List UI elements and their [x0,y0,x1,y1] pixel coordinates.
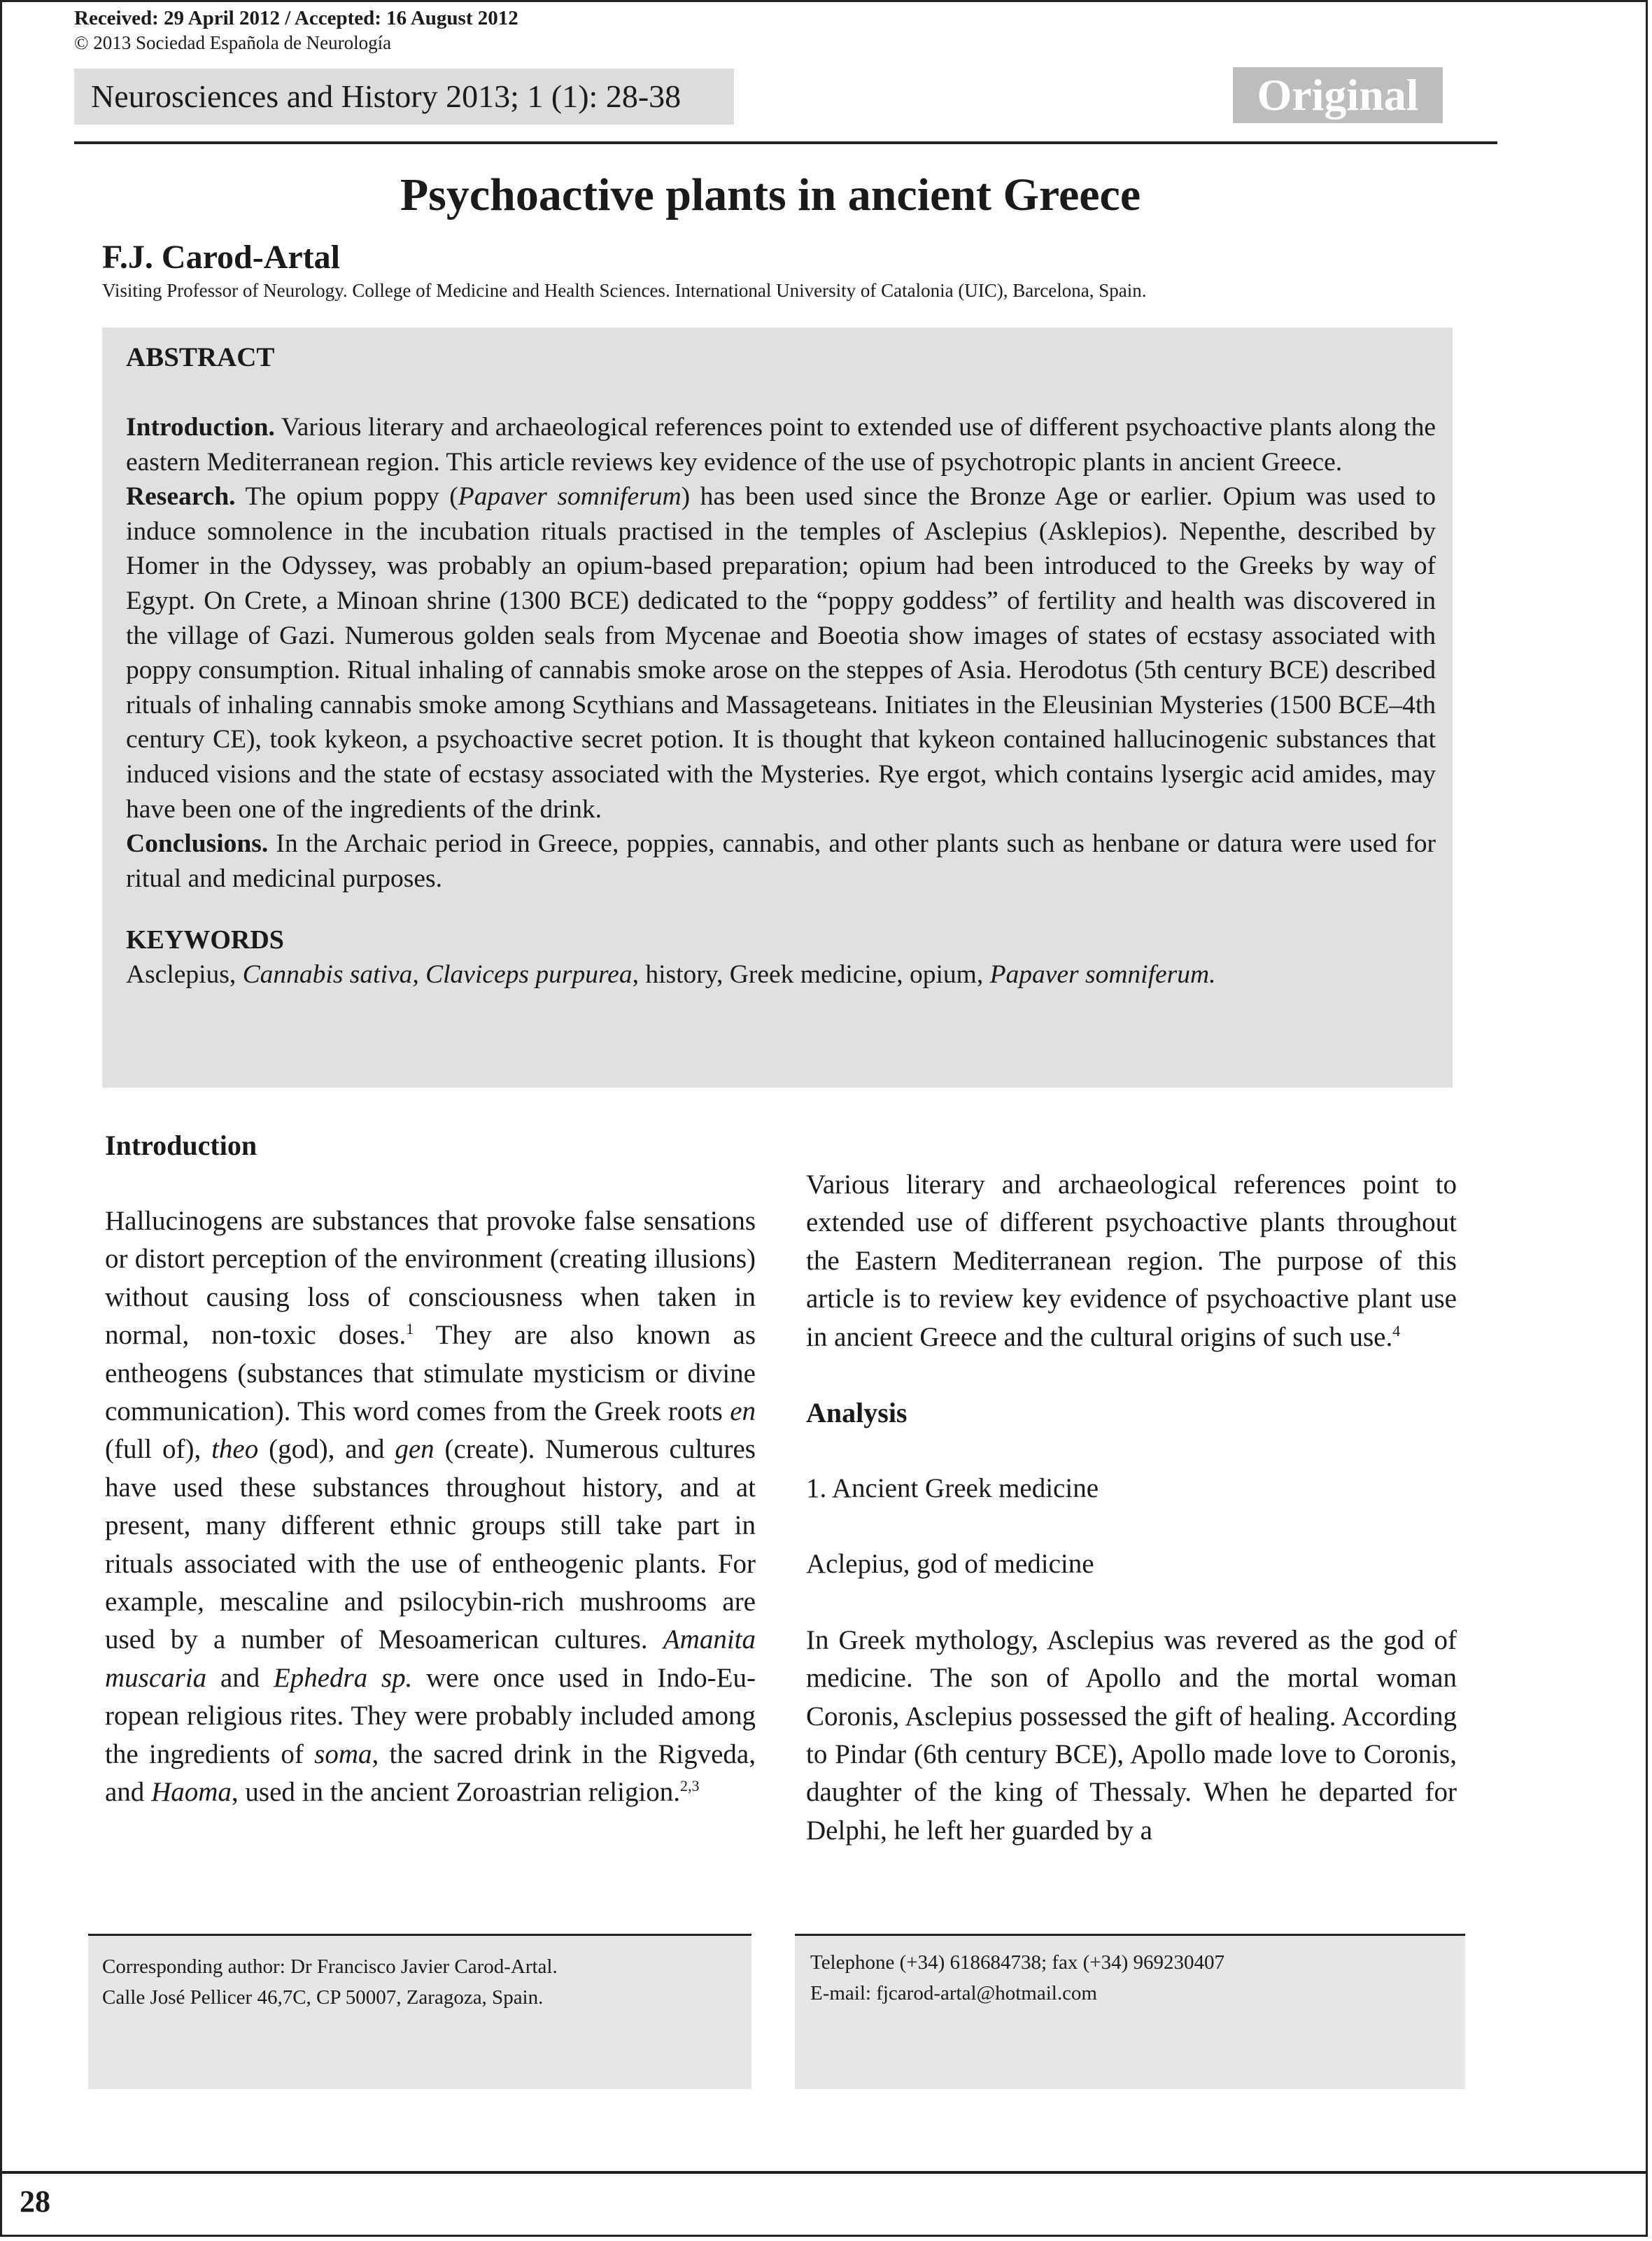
journal-citation-text: Neurosciences and History 2013; 1 (1): 28-38 [91,78,682,114]
page-number: 28 [20,2184,50,2219]
article-type-badge [1233,67,1443,123]
abstract-conclusions-text: In the Archaic period in Greece, poppies, cannabis, and other plants such as henbane or datura were used for ritual and medicinal purposes. [126,829,1436,893]
subsection-ancient-greek-medicine: 1. Ancient Greek medicine [806,1473,1099,1504]
abstract-intro-label: Introduction. [126,413,275,442]
abstract-heading: ABSTRACT [126,342,275,372]
right-column [806,1166,1457,1850]
introduction-paragraph [105,1202,756,1812]
email-address: E-mail: fjcarod-artal@hotmail.com [810,1982,1097,2004]
abstract-research-label: Research. [126,482,236,512]
footer-divider [0,2171,1648,2174]
intro-text-2: They are also known as entheogens (substances that stimulate mysticism or divine communication). This word comes from the Greek roots [105,1320,756,1427]
article-type-label: Original [1257,70,1419,120]
subsection-asclepius: Aclepius, god of medicine [806,1549,1094,1580]
corresponding-author-box [88,1934,751,2089]
intro-text-8: , the sacred drink in the Rigveda, and [105,1738,756,1808]
intro-text-4: (god), and [258,1434,395,1465]
keyword-part-2: Cannabis sativa, Claviceps purpurea [242,960,633,990]
abstract-introduction [126,410,1436,479]
term-gen: gen [395,1434,435,1465]
term-en: en [730,1396,756,1427]
citation-1: 1 [406,1320,414,1338]
introduction-heading: Introduction [105,1130,257,1161]
author-affiliation: Visiting Professor of Neurology. College of Medicine and Health Sciences. International University of Catalonia (UIC), Barcelona, Spain. [102,280,1147,301]
abstract-conclusions-label: Conclusions. [126,829,269,859]
analysis-heading: Analysis [806,1397,908,1429]
term-soma: soma [314,1738,372,1769]
intro-text-6: and [206,1662,274,1693]
journal-citation [74,69,734,125]
intro-text-5: (create). Numerous cultures have used these substances throughout history, and at present, many different ethnic groups still take part in rituals associated with the use of entheogenic plants. For example, mescaline and psilocybin-rich mushrooms are used by a number of Mesoamerican cultures. [105,1434,756,1655]
citation-4: 4 [1392,1321,1401,1340]
abstract-research-text: ) has been used since the Bronze Age or earlier. Opium was used to induce somnolence in the incubation rituals practised in the temples of Asclepius (Asklepios). Nepenthe, described by Homer in the Odyssey, was probably an opium-based preparation; opium had been introduced to the Greeks by way of Egypt. On Crete, a Minoan shrine (1300 BCE) dedicated to the “poppy goddess” of fertility and health was discovered in the village of Gazi. Numerous golden seals from Mycenae and Boeotia show images of states of ecstasy associated with poppy consumption. Ritual inhaling of cannabis smoke arose on the steppes of Asia. Herodotus (5th century BCE) described rituals of inhaling cannabis smoke among Scythians and Massageteans. Initiates in the Eleusinian Mysteries (1500 BCE–4th century CE), took kykeon, a psychoactive secret potion. It is thought that kykeon contained hallucinogenic substances that induced visions and the state of ecstasy associated with the Mysteries. Rye ergot, which contains lysergic acid amides, may have been one of the ingredients of the drink. [126,482,1436,824]
intro-text-9: , used in the ancient Zoroastrian religion. [231,1777,681,1808]
abstract-research-pre: The opium poppy ( [235,482,458,512]
keyword-part-4: Papaver somniferum. [989,960,1216,990]
abstract-research [126,479,1436,827]
header-divider [74,141,1497,144]
term-haoma: Haoma [151,1777,232,1808]
purpose-text: Various literary and archaeological references point to extended use of different psychoactive plants throughout the Eastern Mediterranean region. The purpose of this article is to review key evidence of psychoactive plant use in ancient Greece and the cultural origins of such use. [806,1169,1457,1352]
article-title: Psychoactive plants in ancient Greece [400,169,1141,220]
author-name: F.J. Carod-Artal [102,239,340,276]
term-theo: theo [211,1434,259,1465]
abstract-conclusions [126,827,1436,896]
abstract-box [102,328,1453,1088]
abstract-research-species: Papaver somniferum [458,482,682,512]
author-address: Calle José Pellicer 46,7C, CP 50007, Zaragoza, Spain. [102,1986,544,2009]
asclepius-paragraph: In Greek mythology, Asclepius was revered as the god of medicine. The son of Apollo and the mortal woman Coronis, Asclepius possessed the gift of healing. According to Pindar (6th century BCE), Apollo made love to Coronis, daughter of the king of Thessaly. When he departed for Delphi, he left her guarded by a [806,1624,1457,1846]
citation-2-3: 2,3 [680,1777,700,1795]
left-column [105,1127,756,1812]
keyword-part-1: Asclepius, [126,960,243,990]
telephone-fax: Telephone (+34) 618684738; fax (+34) 969230407 [810,1951,1225,1974]
intro-text-7: were once used in Indo-European religious rites. They were probably included among the ingredients of [105,1662,756,1769]
abstract-intro-text: Various literary and archaeological references point to extended use of different psychoactive plants along the eastern Mediterranean region. This article reviews key evidence of the use of psychotropic plants in ancient Greece. [126,413,1436,477]
term-ephedra: Ephedra sp. [273,1662,413,1693]
keywords-list [126,957,1436,992]
term-amanita: Amanita muscaria [105,1624,756,1693]
keywords-heading: KEYWORDS [126,925,284,955]
contact-box [795,1934,1465,2089]
intro-text-1: Hallucinogens are substances that provoke false sensations or distort perception of the environment (creating illusions) without causing loss of consciousness when taken in normal, non-toxic doses. [105,1206,756,1351]
corresponding-author: Corresponding author: Dr Francisco Javier Carod-Artal. [102,1955,558,1978]
received-accepted-dates: Received: 29 April 2012 / Accepted: 16 August 2012 [74,7,518,29]
keyword-part-3: , history, Greek medicine, opium, [632,960,990,990]
intro-text-3: (full of), [105,1434,212,1465]
purpose-paragraph [806,1166,1457,1356]
copyright-notice: © 2013 Sociedad Española de Neurología [74,32,392,53]
